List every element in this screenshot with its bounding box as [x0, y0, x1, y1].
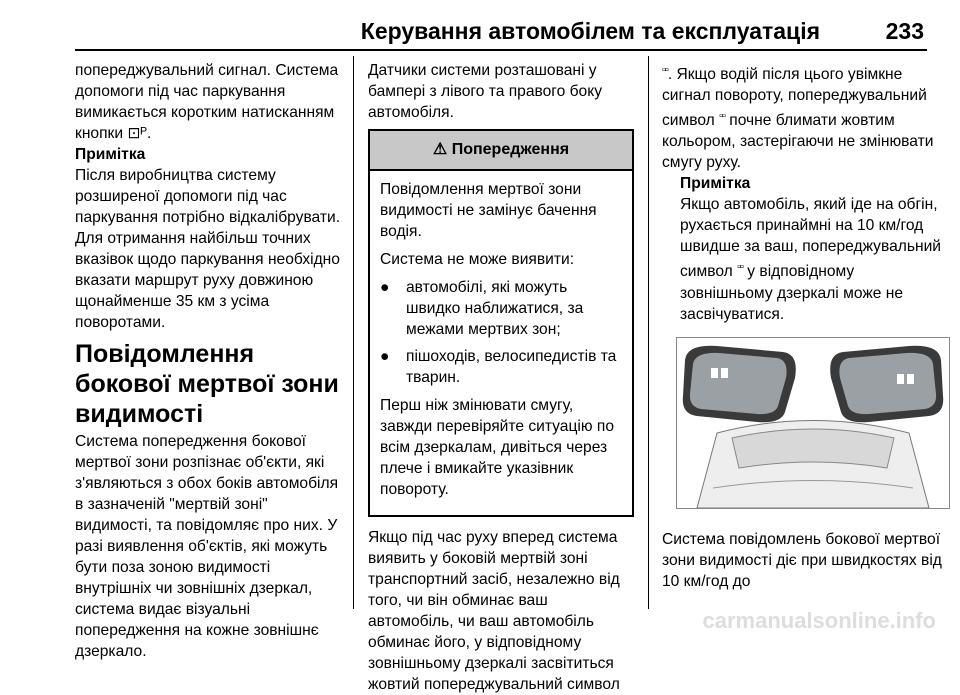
col2-paragraph-2: Якщо під час руху вперед система виявить у боковій мертвій зоні транспортний засіб, незалежно від того, чи він обминає ваш автомобіль, чи ваш автомобіль обминає його, у відповідному зовнішньому дзеркалі засвітиться жовтий попереджувальний символ: [368, 529, 620, 693]
column-1: [75, 60, 347, 662]
list-item: ● автомобілі, які можуть швидко наближатися, за межами мертвих зон;: [380, 279, 584, 338]
note-text: Якщо автомобіль, який іде на обгін, рухається принаймні на 10 км/год швидше за ваш, попереджувальний символ ▫▫ у відповідному зовнішньому дзеркалі може не засвічуватися.: [680, 196, 942, 323]
mirror-warning-symbol-left: [711, 368, 718, 378]
note-text: Після виробництва систему розширеної допомоги під час паркування потрібно відкалібрувати. Для отримання найбільш точних вказівок щодо паркування необхідно вказати маршрут руху довжиною щонайменше 35 км з усіма поворотами.: [75, 167, 341, 331]
note-heading: Примітка: [680, 175, 751, 193]
header-title: Керування автомобілем та експлуатація: [360, 18, 820, 44]
warning-header: [370, 131, 632, 171]
warning-list: [380, 277, 620, 388]
col2-paragraph-1: Датчики системи розташовані у бампері з лівого та правого боку автомобіля.: [368, 62, 603, 121]
blind-spot-symbol-icon: ▫▫: [662, 64, 668, 76]
watermark: carmanualsonline.info: [702, 608, 936, 633]
warning-icon: ⚠: [432, 141, 448, 158]
blind-spot-symbol-icon: ▫▫: [719, 110, 725, 123]
blind-spot-symbol-icon: ▫▫: [737, 261, 743, 274]
warning-text-3: Перш ніж змінювати смугу, завжди перевіряйте ситуацію по всім дзеркалам, дивіться через плече і вмикайте указівник повороту.: [380, 397, 614, 498]
parking-button-icon: ⊡ᴾ.: [127, 125, 152, 142]
mirror-warning-symbol-right: [897, 374, 904, 384]
warning-text-1: Повідомлення мертвої зони видимості не замінує бачення водія.: [380, 181, 597, 240]
page-number: 233: [885, 18, 924, 44]
mirror-illustration: [676, 337, 950, 509]
column-divider-1: [353, 56, 354, 609]
column-divider-2: [648, 56, 649, 609]
col1-paragraph-1: попереджувальний сигнал. Система допомоги під час паркування вимикається коротким натисканням кнопки ⊡ᴾ.: [75, 62, 339, 142]
header-rule: [75, 49, 927, 51]
note-heading: Примітка: [75, 146, 146, 163]
warning-text-2: Система не може виявити:: [380, 251, 575, 268]
col3-paragraph-2: Система повідомлень бокової мертвої зони видимості діє при швидкостях від 10 км/год до: [662, 530, 942, 590]
column-2: [368, 60, 634, 695]
warning-title: Попередження: [451, 141, 570, 158]
column-3: [662, 60, 942, 592]
col1-paragraph-2: Система попередження бокової мертвої зони розпізнає об'єкти, які з'являються з обох боків автомобіля в зазначеній "мертвій зоні" видимості, та повідомляє про них. У разі виявлення об'єктів, які можуть бути поза зоною видимості внутрішніх чи зовнішніх дзеркал, система видає візуальні попередження на кожне зовнішнє дзеркало.: [75, 433, 339, 660]
list-item: ● пішоходів, велосипедистів та тварин.: [380, 348, 617, 386]
section-heading: Повідомлення бокової мертвої зони видимості: [75, 340, 339, 428]
warning-box: [368, 129, 634, 517]
col3-paragraph-1: ▫▫. Якщо водій після цього увімкне сигнал повороту, попереджувальний символ ▫▫ почне блимати жовтим кольором, застерігаючи не змінювати смугу руху.: [662, 60, 942, 173]
